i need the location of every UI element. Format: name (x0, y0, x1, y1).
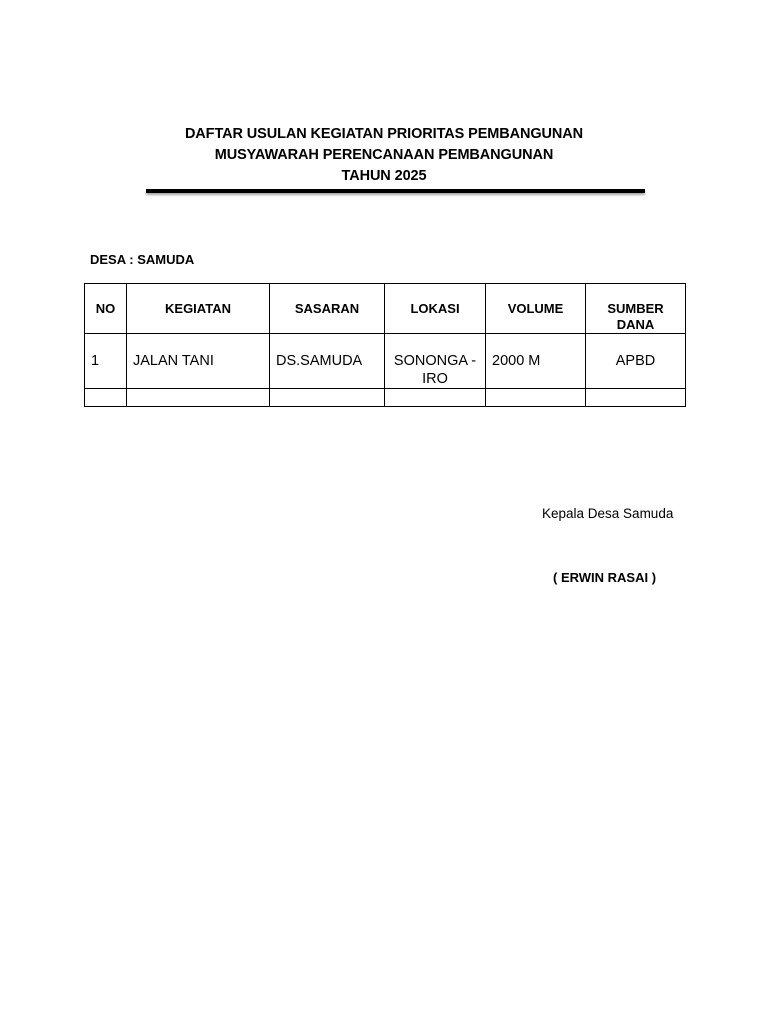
empty-cell (85, 389, 127, 407)
column-header-kegiatan: KEGIATAN (127, 284, 270, 334)
empty-cell (586, 389, 686, 407)
title-underline (146, 189, 645, 193)
column-header-volume: VOLUME (486, 284, 586, 334)
title-line-2: MUSYAWARAH PERENCANAAN PEMBANGUNAN (214, 147, 554, 163)
column-header-lokasi: LOKASI (385, 284, 486, 334)
column-header-no: NO (85, 284, 127, 334)
table-row-empty (85, 389, 686, 407)
cell-sumber-dana: APBD (586, 334, 686, 389)
cell-sasaran: DS.SAMUDA (270, 334, 385, 389)
title-line-1: DAFTAR USULAN KEGIATAN PRIORITAS PEMBANGUNAN (184, 126, 584, 142)
column-header-sasaran: SASARAN (270, 284, 385, 334)
table-row (85, 334, 686, 389)
cell-volume: 2000 M (486, 334, 586, 389)
column-header-sumber-dana: SUMBER DANA (586, 284, 686, 334)
empty-cell (270, 389, 385, 407)
empty-cell (385, 389, 486, 407)
desa-label: DESA : SAMUDA (90, 252, 195, 267)
title-line-3: TAHUN 2025 (341, 168, 427, 184)
signature-title: Kepala Desa Samuda (542, 506, 674, 521)
signature-name: ( ERWIN RASAI ) (553, 570, 657, 585)
empty-cell (486, 389, 586, 407)
document-title (0, 124, 768, 187)
cell-lokasi: SONONGA - IRO (385, 334, 486, 389)
table-header-row (85, 284, 686, 334)
cell-kegiatan: JALAN TANI (127, 334, 270, 389)
cell-no: 1 (85, 334, 127, 389)
empty-cell (127, 389, 270, 407)
usulan-table (84, 283, 686, 407)
